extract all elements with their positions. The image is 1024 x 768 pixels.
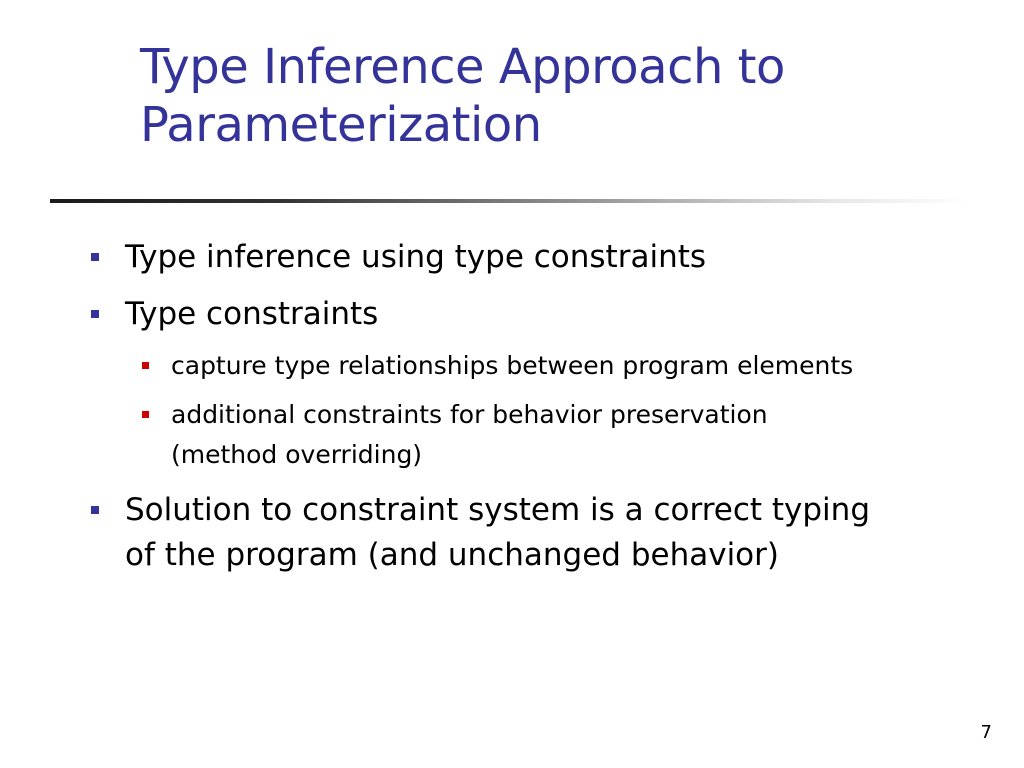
page-number: 7 bbox=[980, 722, 992, 743]
bullet-text: Type inference using type constraints bbox=[125, 239, 707, 275]
sub-bullet-text: additional constraints for behavior preservation (method overriding) bbox=[171, 400, 768, 469]
bullet-item bbox=[125, 235, 985, 280]
bullet-text: Type constraints bbox=[125, 296, 379, 332]
bullet-text: Solution to constraint system is a correct typing of the program (and unchanged behavior) bbox=[125, 492, 870, 573]
sub-bullet-item bbox=[171, 395, 991, 475]
bullet-item bbox=[125, 488, 985, 578]
slide-title: Type Inference Approach to Parameterization bbox=[140, 39, 785, 153]
square-bullet-icon bbox=[142, 362, 149, 369]
sub-bullet-text: capture type relationships between program elements bbox=[171, 351, 854, 380]
square-bullet-icon bbox=[142, 411, 149, 418]
square-bullet-icon bbox=[91, 310, 99, 318]
square-bullet-icon bbox=[91, 506, 99, 514]
bullet-item bbox=[125, 292, 985, 337]
square-bullet-icon bbox=[91, 253, 99, 261]
sub-bullet-item bbox=[171, 346, 991, 386]
